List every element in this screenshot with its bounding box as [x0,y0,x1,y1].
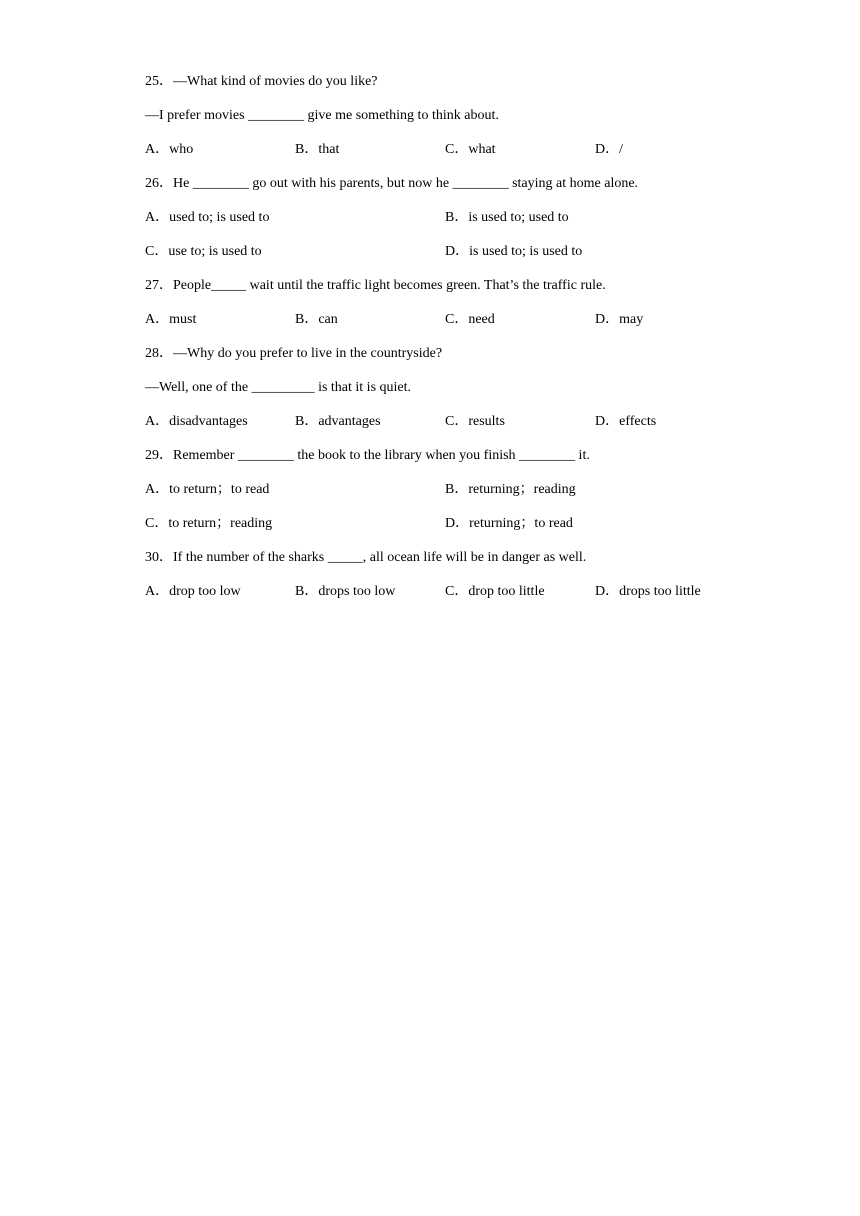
question-29-options-row-2 [145,515,765,549]
option-c: C．results [445,414,505,429]
option-a: A．must [145,312,197,327]
option-a: A．disadvantages [145,414,248,429]
question-28-stem-reply: —Well, one of the _________ is that it is quiet. [145,380,412,395]
option-a: A．used to; is used to [145,210,270,225]
question-30-stem: 30．If the number of the sharks _____, all ocean life will be in danger as well. [145,550,587,565]
option-d: D．returning；to read [445,516,573,531]
option-d: D．is used to; is used to [445,244,583,259]
question-25-options [145,141,765,175]
question-26-options-row-1 [145,209,765,243]
question-27-stem: 27．People_____ wait until the traffic light becomes green. That’s the traffic rule. [145,278,606,293]
option-b: B．that [295,142,340,157]
option-b: B．advantages [295,414,381,429]
option-d: D．/ [595,142,623,157]
question-29-stem: 29．Remember ________ the book to the library when you finish ________ it. [145,448,590,463]
question-27 [145,277,765,345]
question-26 [145,175,765,277]
option-c: C．to return；reading [145,516,273,531]
question-29 [145,447,765,549]
option-c: C．need [445,312,495,327]
option-b: B．drops too low [295,584,396,599]
question-28-options [145,413,765,447]
option-c: C．what [445,142,496,157]
option-d: D．may [595,312,644,327]
option-d: D．drops too little [595,584,701,599]
question-25 [145,73,765,175]
option-c: C．use to; is used to [145,244,262,259]
question-25-stem: 25．—What kind of movies do you like? [145,74,378,89]
option-b: B．is used to; used to [445,210,569,225]
question-30-options [145,583,765,617]
option-b: B．can [295,312,338,327]
question-25-stem-reply: —I prefer movies ________ give me something to think about. [145,108,499,123]
question-27-options [145,311,765,345]
option-a: A．to return；to read [145,482,270,497]
question-30 [145,549,765,617]
option-d: D．effects [595,414,657,429]
question-28 [145,345,765,447]
question-26-options-row-2 [145,243,765,277]
question-29-options-row-1 [145,481,765,515]
option-c: C．drop too little [445,584,545,599]
question-26-stem: 26．He ________ go out with his parents, but now he ________ staying at home alone. [145,176,639,191]
worksheet-page [145,73,765,617]
option-b: B．returning；reading [445,482,576,497]
option-a: A．who [145,142,194,157]
option-a: A．drop too low [145,584,241,599]
question-28-stem: 28．—Why do you prefer to live in the countryside? [145,346,443,361]
